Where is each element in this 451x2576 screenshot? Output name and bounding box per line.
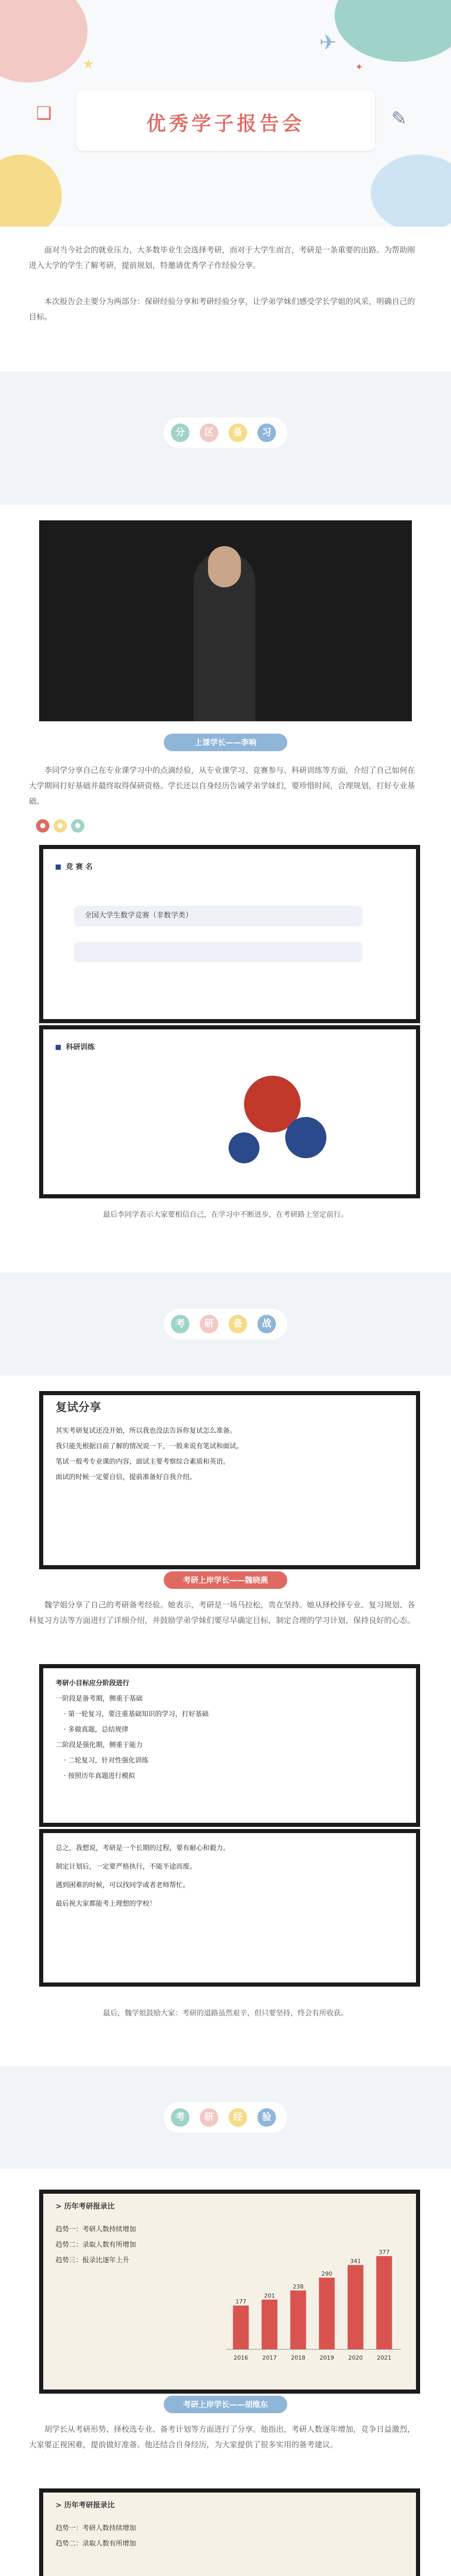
badge-char: 考 xyxy=(171,1315,189,1333)
badge-char: 习 xyxy=(257,423,276,442)
speaker-video-frame xyxy=(39,520,412,721)
speaker-head xyxy=(208,546,241,587)
badge-char: 分 xyxy=(171,423,189,442)
title-card xyxy=(76,90,375,151)
dot: ● xyxy=(36,819,49,833)
slide-line: 趋势二：录取人数有所增加 xyxy=(56,2241,136,2249)
intro-paragraph-2: 本次报告会主要分为两部分：保研经验分享和考研经验分享，让学弟学妹们感受学长学姐的风采，明确自己的目标。 xyxy=(29,297,415,321)
dot: ● xyxy=(71,819,84,833)
section2-badge xyxy=(164,1309,287,1340)
slide-line: · 按照历年真题进行模拟 xyxy=(64,1772,135,1780)
decor-blob-teal xyxy=(335,0,451,62)
bar xyxy=(233,2306,249,2349)
bar-label: 290 xyxy=(321,2270,333,2277)
star-icon: ✦ xyxy=(355,62,363,73)
bar-label: 238 xyxy=(292,2283,304,2290)
slide-title: 竞 赛 名 xyxy=(66,863,93,871)
exam-trend-slide-2 xyxy=(39,2488,420,2576)
x-tick-label: 2021 xyxy=(377,2354,392,2361)
x-tick-label: 2017 xyxy=(262,2354,277,2361)
badge-char: 经 xyxy=(229,2108,247,2127)
section1-paragraph: 李同学分享自己在专业课学习中的点滴经验，从专业课学习、竞赛参与、科研训练等方面，介绍了自己如何在大学期间打好基础并最终取得保研资格。学长还以自身经历告诫学弟学妹们，要珍惜时间，合理规划，打好专业基础。 xyxy=(29,766,415,806)
header-banner xyxy=(0,0,451,227)
exam-trend-chart xyxy=(208,2245,404,2364)
bar-label: 177 xyxy=(235,2298,247,2306)
slide-line: 趋势三：报录比逐年上升 xyxy=(56,2257,130,2264)
decor-blob-yellow xyxy=(0,155,62,227)
section2-paragraph: 魏学姐分享了自己的考研备考经验。她表示，考研是一场马拉松，贵在坚持。她从择校择专业、复习规划、各科复习方法等方面进行了详细介绍，并鼓励学弟学妹们要尽早确定目标，制定合理的学习计划，保持良好的心态。 xyxy=(29,1600,415,1625)
section1-caption: 最后李同学表示大家要相信自己，在学习中不断进步，在考研路上坚定前行。 xyxy=(103,1211,348,1219)
slide-heading: > 历年考研报录比 xyxy=(56,2501,115,2510)
circle-decor xyxy=(285,1117,326,1158)
badge-char: 备 xyxy=(229,1315,247,1333)
slide-row xyxy=(74,942,362,962)
badge-char: 考 xyxy=(171,2108,189,2127)
badge-char: 研 xyxy=(200,2108,218,2127)
summary-slide xyxy=(39,1829,420,1987)
exam-trend-slide xyxy=(39,2190,420,2394)
slide-bullet-icon xyxy=(56,865,61,870)
decor-blob-pink xyxy=(0,0,88,82)
pencil-icon: ✎ xyxy=(391,108,407,129)
slide-line: · 二轮复习，针对性强化训练 xyxy=(64,1757,149,1765)
slide-line: 其实考研复试还没开始，所以我也没法告诉你复试怎么准备。 xyxy=(56,1427,237,1435)
slide-line: 面试的时候一定要自信，提前准备好自我介绍。 xyxy=(56,1473,197,1481)
bar-label: 341 xyxy=(350,2258,361,2265)
page-title: 优秀学子报告会 xyxy=(146,112,305,135)
bar-label: 377 xyxy=(378,2249,390,2256)
x-tick-label: 2019 xyxy=(319,2354,334,2361)
decor-blob-blue xyxy=(371,155,451,227)
speaker-label: 上课学长——李响 xyxy=(164,734,287,751)
intro-paragraph-1: 面对当今社会的就业压力，大多数毕业生会选择考研，而对于大学生而言，考研是一条重要的出路。为帮助刚进入大学的学生了解考研，提前规划，特邀请优秀学子作经验分享。 xyxy=(29,245,415,270)
slide-heading: > 历年考研报录比 xyxy=(56,2202,115,2211)
competition-slide xyxy=(39,845,420,1023)
section2-caption: 最后，魏学姐鼓励大家：考研的道路虽然艰辛，但只要坚持，终会有所收获。 xyxy=(103,2009,348,2018)
slide-line: 制定计划后，一定要严格执行，不能半途而废。 xyxy=(56,1863,197,1871)
badge-char: 区 xyxy=(200,423,218,442)
bar xyxy=(262,2300,277,2349)
section1-badge xyxy=(164,417,287,448)
slide-heading: 复试分享 xyxy=(56,1401,101,1414)
plan-slide xyxy=(39,1664,420,1827)
paper-plane-icon: ✈ xyxy=(319,31,337,55)
slide-bullet-icon xyxy=(56,1045,61,1050)
section3-paragraph: 胡学长从考研形势、择校选专业、备考计划等方面进行了分享。他指出，考研人数逐年增加，竞争日益激烈，大家要正视困难，提前做好准备。他还结合自身经历，为大家提供了很多实用的备考建议。 xyxy=(29,2425,415,2449)
badge-char: 验 xyxy=(257,2108,276,2127)
retest-slide xyxy=(39,1391,420,1569)
slide-line: 一阶段是备考期，侧重于基础 xyxy=(56,1695,143,1703)
bar xyxy=(376,2256,392,2349)
slide-line: 我只能先根据目前了解的情况说一下，一般来说有笔试和面试。 xyxy=(56,1443,244,1450)
slide-title: 科研训练 xyxy=(66,1043,95,1052)
bar-label: 201 xyxy=(264,2292,275,2299)
book-icon: ❑ xyxy=(36,103,52,124)
slide-line: 最后祝大家都能考上理想的学校！ xyxy=(56,1900,157,1908)
slide-line: 趋势一：考研人数持续增加 xyxy=(56,2524,136,2532)
bar xyxy=(290,2291,306,2349)
speaker-label: 考研上岸学长——魏晓燕 xyxy=(164,1571,287,1589)
slide-line: 遇到困难的时候，可以找同学或者老师帮忙。 xyxy=(56,1882,190,1889)
speaker-label: 考研上岸学长——胡维东 xyxy=(164,2396,287,2413)
circle-decor xyxy=(229,1132,259,1163)
bar xyxy=(319,2278,335,2349)
badge-char: 备 xyxy=(229,423,247,442)
section3-badge xyxy=(164,2102,287,2133)
slide-item: 全国大学生数学竞赛（非数学类） xyxy=(84,911,193,920)
slide-line: · 第一轮复习，要注重基础知识的学习，打好基础 xyxy=(64,1710,209,1718)
x-tick-label: 2018 xyxy=(291,2354,306,2361)
slide-line: 考研小目标应分阶段进行 xyxy=(56,1680,130,1687)
dot: ● xyxy=(54,819,67,833)
badge-char: 研 xyxy=(200,1315,218,1333)
slide-line: 趋势一：考研人数持续增加 xyxy=(56,2226,136,2233)
slide-line: 笔试一般考专业课的内容，面试主要考察综合素质和英语。 xyxy=(56,1458,230,1466)
x-tick-label: 2016 xyxy=(233,2354,248,2361)
slide-line: · 多做真题，总结规律 xyxy=(64,1726,129,1734)
slide-line: 趋势二：录取人数有所增加 xyxy=(56,2540,136,2548)
research-slide xyxy=(39,1025,420,1198)
slide-line: 二阶段是强化期，侧重于能力 xyxy=(56,1741,143,1749)
bar xyxy=(348,2265,363,2349)
badge-char: 战 xyxy=(257,1315,276,1333)
slide-line: 总之，我想说，考研是一个长期的过程，要有耐心和毅力。 xyxy=(56,1844,230,1852)
x-tick-label: 2020 xyxy=(348,2354,363,2361)
star-icon: ★ xyxy=(82,57,95,72)
